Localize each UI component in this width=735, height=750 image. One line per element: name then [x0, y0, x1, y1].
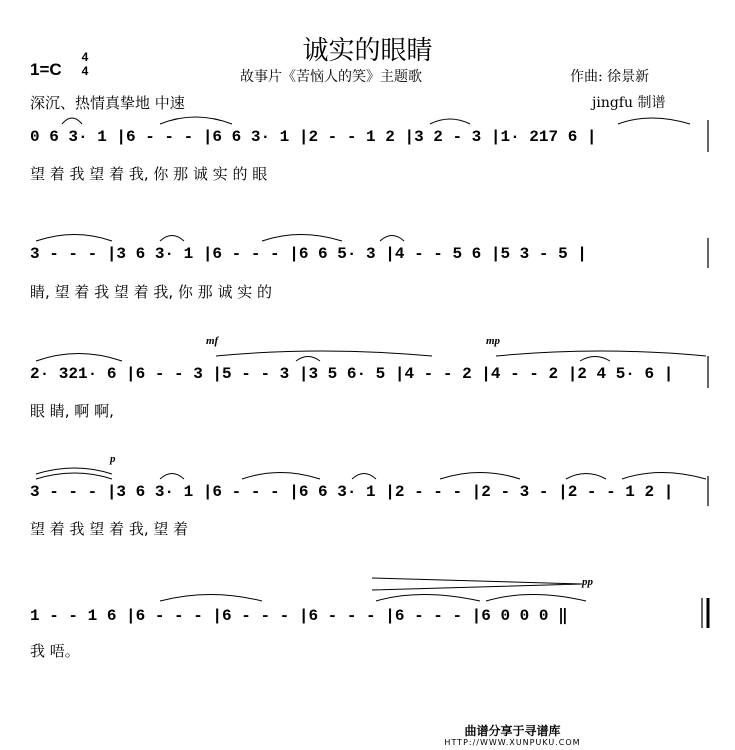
slur-mark	[580, 357, 610, 362]
dynamic-pp: pp	[582, 576, 593, 588]
system-5-lyrics: 我 唔。	[30, 642, 80, 660]
slur-mark	[36, 473, 112, 479]
slur-mark	[376, 595, 480, 602]
slur-mark	[622, 473, 706, 480]
time-signature-top: 4	[81, 50, 89, 64]
watermark-line-2: HTTP://WWW.XUNPUKU.COM	[444, 738, 581, 747]
slur-mark	[62, 118, 82, 124]
system-3-lyrics: 眼 睛, 啊 啊,	[30, 402, 114, 420]
composer-credit: 作曲: 徐景新	[570, 69, 650, 85]
slur-mark	[352, 474, 376, 480]
slur-mark	[160, 474, 184, 480]
system-3-notes: 2· 321· 6 |6 - - 3 |5 - - 3 |3 5 6· 5 |4 - - 2 |4 - - 2 |2 4 5· 6 |	[30, 365, 674, 383]
dynamic-p: p	[110, 453, 116, 465]
slur-mark	[160, 236, 184, 242]
arranger-credit: jingfu 制谱	[592, 95, 666, 111]
system-2-lyrics: 睛, 望 着 我 望 着 我, 你 那 诚 实 的	[30, 283, 272, 301]
system-5-notes: 1 - - 1 6 |6 - - - |6 - - - |6 - - - |6 - - - |6 0 0 0 ‖	[30, 607, 568, 625]
slur-mark	[440, 473, 520, 480]
slur-mark	[262, 235, 342, 242]
slur-mark	[160, 117, 232, 124]
slur-mark	[160, 595, 262, 602]
key-signature: 1=C	[30, 60, 62, 79]
slur-mark	[496, 351, 706, 356]
slur-mark	[216, 351, 432, 356]
slur-mark	[242, 473, 320, 480]
time-signature-bottom: 4	[81, 64, 89, 78]
system-1-notes: 0 6 3· 1 |6 - - - |6 6 3· 1 |2 - - 1 2 |3 2 - 3 |1· 217 6 |	[30, 128, 597, 146]
tempo-marking: 深沉、热情真挚地 中速	[30, 94, 185, 112]
decrescendo-hairpin	[372, 578, 582, 590]
watermark-line-1: 曲谱分享于寻谱库	[464, 724, 561, 738]
dynamic-mp: mp	[486, 335, 501, 347]
slur-mark	[36, 235, 112, 242]
slur-mark	[430, 119, 470, 124]
slur-mark	[36, 354, 122, 362]
slur-mark	[296, 357, 320, 362]
system-4-notes: 3 - - - |3 6 3· 1 |6 - - - |6 6 3· 1 |2 - - - |2 - 3 - |2 - - 1 2 |	[30, 483, 674, 501]
system-4-lyrics: 望 着 我 望 着 我, 望 着	[30, 520, 189, 538]
system-1-lyrics: 望 着 我 望 着 我, 你 那 诚 实 的 眼	[30, 165, 268, 183]
slur-mark	[566, 474, 606, 480]
song-subtitle: 故事片《苦恼人的笑》主题歌	[240, 69, 422, 85]
dynamic-mf: mf	[206, 335, 219, 347]
slur-mark	[618, 118, 690, 124]
song-title: 诚实的眼睛	[302, 36, 433, 66]
slur-mark	[380, 236, 404, 242]
system-2-notes: 3 - - - |3 6 3· 1 |6 - - - |6 6 5· 3 |4 - - 5 6 |5 3 - 5 |	[30, 245, 587, 263]
slur-mark	[486, 595, 586, 602]
